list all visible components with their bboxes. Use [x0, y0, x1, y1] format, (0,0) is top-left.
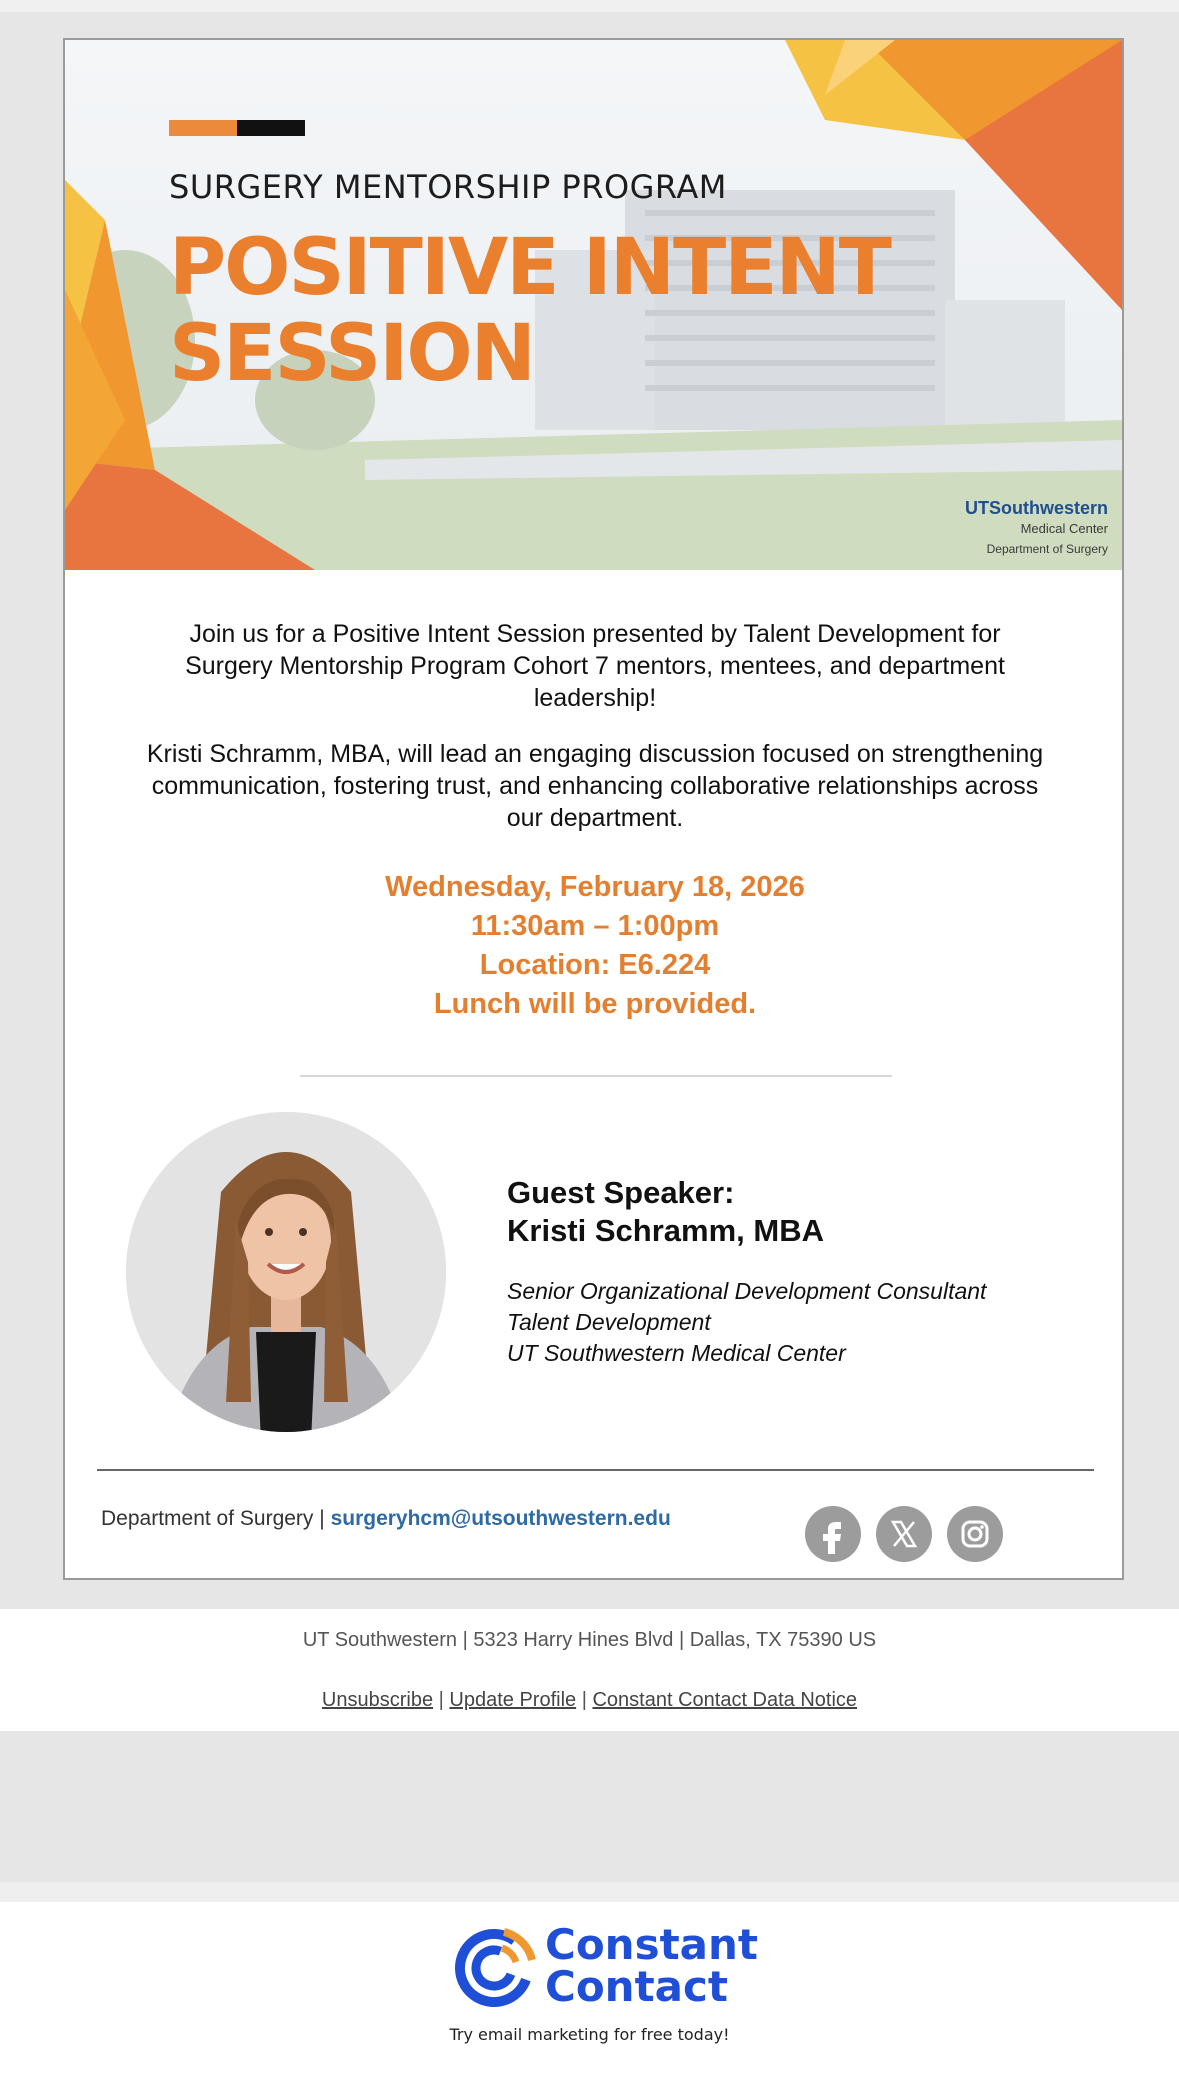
banner-accent-bar	[169, 120, 305, 136]
intro-paragraph: Join us for a Positive Intent Session presented by Talent Development for Surgery Mentorship Program Cohort 7 mentors, mentees, and department leadership!	[185, 620, 1005, 712]
speaker-title: Senior Organizational Development Consultant Talent Development UT Southwestern Medical Center	[507, 1278, 987, 1366]
email-link[interactable]: surgeryhcm@utsouthwestern.edu	[330, 1507, 671, 1530]
instagram-icon[interactable]	[947, 1506, 1003, 1562]
facebook-icon[interactable]	[805, 1506, 861, 1562]
data-notice-link[interactable]: Constant Contact Data Notice	[592, 1689, 858, 1711]
update-profile-link[interactable]: Update Profile	[449, 1689, 577, 1711]
constant-contact-wordmark[interactable]: Constant Contact	[545, 1920, 758, 2011]
constant-contact-logo-icon[interactable]	[452, 1924, 536, 2008]
bottom-separator	[0, 1882, 1179, 1902]
event-location: Location: E6.224	[479, 949, 711, 981]
speaker-photo	[126, 1112, 446, 1432]
hero-banner	[65, 40, 1122, 570]
top-bar	[0, 0, 1179, 12]
footer-contact	[101, 1507, 671, 1531]
speaker-heading: Guest Speaker: Kristi Schramm, MBA	[507, 1175, 824, 1248]
brand-tagline[interactable]: Try email marketing for free today!	[449, 2025, 730, 2044]
event-date: Wednesday, February 18, 2026	[385, 871, 805, 903]
description-paragraph: Kristi Schramm, MBA, will lead an engaging discussion focused on strengthening communication, fostering trust, and enhancing collaborative relationships across our department.	[146, 740, 1044, 832]
section-divider	[300, 1075, 892, 1077]
footer-links: Unsubscribe | Update Profile | Constant Contact Data Notice	[321, 1689, 858, 1711]
unsubscribe-link[interactable]: Unsubscribe	[321, 1689, 434, 1711]
event-time: 11:30am – 1:00pm	[470, 910, 720, 942]
footer-divider	[97, 1469, 1094, 1471]
utsw-logo: UTSouthwestern Medical Center Department of Surgery	[964, 498, 1108, 556]
event-headline: POSITIVE INTENT SESSION	[169, 223, 890, 399]
speaker-portrait-image	[126, 1112, 446, 1432]
x-icon[interactable]	[876, 1506, 932, 1562]
sender-address: UT Southwestern | 5323 Harry Hines Blvd | Dallas, TX 75390 US	[302, 1629, 877, 1651]
event-details	[145, 868, 1045, 1024]
event-lunch: Lunch will be provided.	[433, 988, 757, 1020]
footer-dept: Department of Surgery |	[101, 1507, 331, 1530]
legal-footer	[0, 1609, 1179, 1731]
email-card	[63, 38, 1124, 1580]
program-title: SURGERY MENTORSHIP PROGRAM	[169, 168, 727, 206]
